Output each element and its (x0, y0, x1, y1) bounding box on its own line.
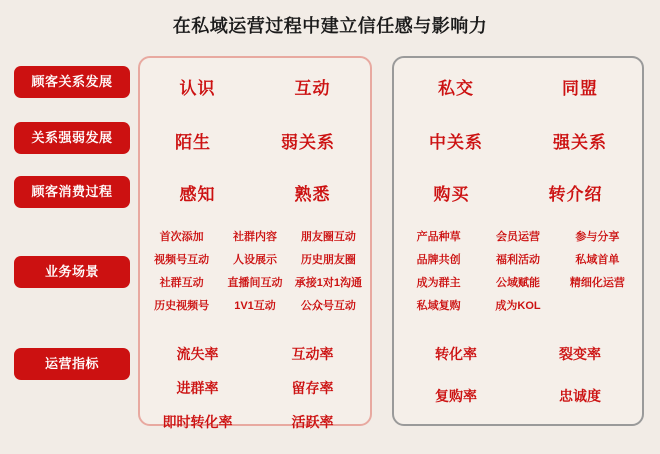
scenario-item: 社群内容 (232, 231, 277, 243)
scenario-item: 社群互动 (159, 277, 204, 289)
scenario-item: 产品种草 (416, 231, 461, 243)
stage-label-business-scenarios: 业务场景 (14, 256, 130, 288)
scenario-item: 承接1对1沟通 (294, 277, 362, 289)
scenario-item: 人设展示 (232, 254, 277, 266)
panel-late-stage (392, 56, 644, 426)
metric-item: 进群率 (176, 380, 219, 396)
term-alliance: 同盟 (562, 79, 598, 98)
scenario-item: 视频号互动 (154, 254, 210, 266)
right-relationship-row (394, 74, 642, 99)
scenario-item: 成为KOL (495, 300, 541, 312)
panel-early-stage (138, 56, 372, 430)
right-consumption-row (394, 180, 642, 205)
scenario-item: 品牌共创 (416, 254, 461, 266)
metric-item: 忠诚度 (559, 388, 601, 404)
scenario-item: 1V1互动 (234, 300, 276, 312)
term-interact: 互动 (294, 79, 331, 98)
metric-item: 留存率 (291, 380, 334, 396)
right-metric-grid (394, 344, 642, 406)
metric-item: 活跃率 (291, 414, 334, 430)
scenario-item: 私域复购 (416, 300, 461, 312)
term-perceive: 感知 (179, 185, 216, 204)
term-weak-tie: 弱关系 (281, 133, 335, 152)
term-purchase: 购买 (433, 185, 470, 204)
metric-item: 复购率 (435, 388, 477, 404)
metric-item: 转化率 (435, 346, 477, 362)
scenario-item: 直播间互动 (227, 277, 283, 289)
scenario-item: 私域首单 (575, 254, 620, 266)
page-title: 在私域运营过程中建立信任感与影响力 (172, 16, 488, 36)
scenario-item: 历史朋友圈 (300, 254, 356, 266)
stage-label-relationship-strength: 关系强弱发展 (14, 122, 130, 154)
stage-label-operation-metrics: 运营指标 (14, 348, 130, 380)
scenario-item: 成为群主 (416, 277, 461, 289)
right-strength-row (394, 128, 642, 153)
scenario-item: 朋友圈互动 (300, 231, 356, 243)
scenario-item: 会员运营 (495, 231, 540, 243)
term-familiar: 熟悉 (294, 185, 331, 204)
term-strong-tie: 强关系 (553, 133, 607, 152)
scenario-item: 公众号互动 (300, 300, 356, 312)
metric-item: 互动率 (291, 346, 334, 362)
scenario-item: 参与分享 (575, 231, 620, 243)
term-medium-tie: 中关系 (429, 133, 483, 152)
left-scenario-grid (140, 228, 370, 313)
metric-item: 即时转化率 (162, 414, 233, 430)
stage-label-consumption-process: 顾客消费过程 (14, 176, 130, 208)
left-metric-grid (140, 344, 370, 432)
scenario-item: 首次添加 (159, 231, 204, 243)
term-referral: 转介绍 (548, 185, 603, 204)
scenario-item: 历史视频号 (154, 300, 210, 312)
left-consumption-row (140, 180, 370, 205)
term-recognize: 认识 (179, 79, 216, 98)
scenario-item: 福利活动 (495, 254, 540, 266)
stage-label-customer-relationship: 顾客关系发展 (14, 66, 130, 98)
term-personal-bond: 私交 (438, 79, 474, 98)
scenario-item: 精细化运营 (569, 277, 625, 289)
scenario-item: 公域赋能 (495, 277, 540, 289)
term-stranger: 陌生 (175, 133, 211, 152)
metric-item: 裂变率 (559, 346, 601, 362)
right-scenario-grid (394, 228, 642, 313)
metric-item: 流失率 (176, 346, 219, 362)
left-relationship-row (140, 74, 370, 99)
left-strength-row (140, 128, 370, 153)
